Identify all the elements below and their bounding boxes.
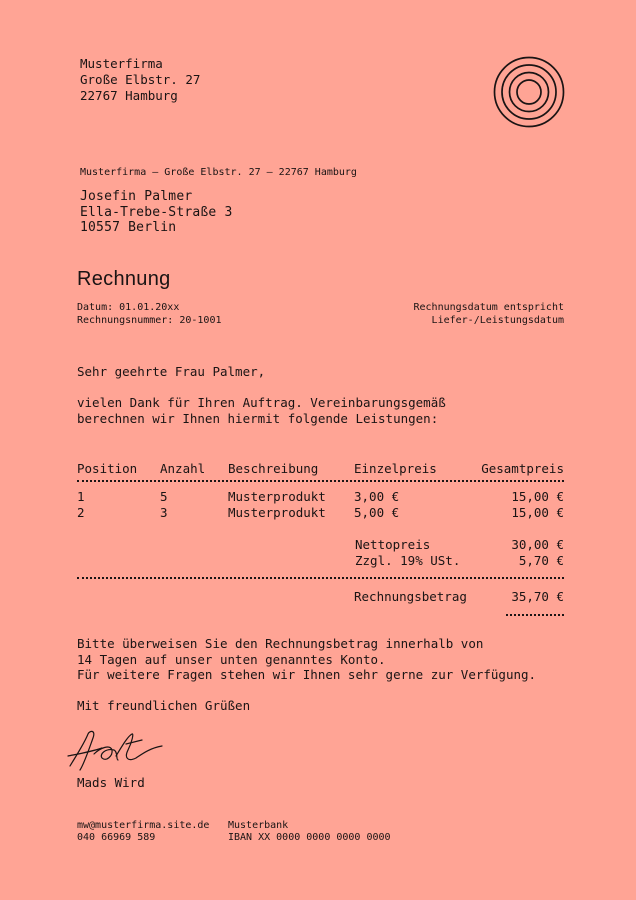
row-2-unit-price: 5,00 € [354,505,400,520]
row-1-position: 1 [77,489,85,504]
sender-company: Musterfirma [80,56,163,71]
net-price-label: Nettopreis [355,537,431,552]
date-note-line-2: Liefer-/Leistungsdatum [431,315,564,326]
row-1-unit-price: 3,00 € [354,489,400,504]
closing-paragraph [77,636,536,683]
footer-contact [77,820,209,844]
recipient-name: Josefin Palmer [80,189,193,204]
vat-value: 5,70 € [518,553,564,568]
closing-line-2: 14 Tagen auf unser unten genanntes Konto. [77,651,386,667]
closing-line-3: Für weitere Fragen stehen wir Ihnen sehr gerne zur Verfügung. [77,667,537,682]
footer-phone: 040 66969 589 [77,832,156,843]
invoice-date: Datum: 01.01.20xx [77,302,180,313]
intro-line-2: berechnen wir Ihnen hiermit folgende Leistungen: [77,410,439,426]
intro-paragraph [77,395,446,426]
recipient-street: Ella-Trebe-Straße 3 [80,204,233,220]
sender-city: 22767 Hamburg [80,88,178,103]
header-position: Position [77,461,138,476]
row-1-total: 15,00 € [511,489,564,504]
return-address-line: Musterfirma – Große Elbstr. 27 – 22767 Hamburg [80,167,357,178]
invoice-date-note [413,301,564,327]
row-1-quantity: 5 [160,489,168,504]
header-description: Beschreibung [228,461,319,476]
footer-email: mw@musterfirma.site.de [77,820,210,831]
signer-name: Mads Wird [77,775,145,790]
salutation: Sehr geehrte Frau Palmer, [77,364,266,379]
recipient-address [80,189,233,236]
footer-iban: IBAN XX 0000 0000 0000 0000 [228,832,391,843]
invoice-meta [77,301,222,327]
net-price-value: 30,00 € [511,537,564,552]
footer-bank-name: Musterbank [228,820,289,831]
document-title: Rechnung [77,268,171,290]
regards: Mit freundlichen Grüßen [77,698,251,713]
handwritten-signature [66,726,166,774]
sender-street: Große Elbstr. 27 [80,72,201,87]
invoice-number: Rechnungsnummer: 20-1001 [77,315,222,326]
row-2-description: Musterprodukt [228,505,326,520]
grand-total-label: Rechnungsbetrag [354,589,467,604]
recipient-city: 10557 Berlin [80,220,177,235]
table-header-divider [77,480,564,482]
row-1-description: Musterprodukt [228,489,326,504]
row-2-total: 15,00 € [511,505,564,520]
totals-divider [77,577,564,579]
grand-total-value: 35,70 € [511,589,564,604]
concentric-circles-icon [493,56,565,128]
closing-line-1: Bitte überweisen Sie den Rechnungsbetrag innerhalb von [77,636,484,651]
header-total: Gesamtpreis [481,461,564,476]
sender-address [80,56,200,104]
row-2-position: 2 [77,505,85,520]
grand-total-underline [506,614,564,616]
footer-bank [228,820,391,844]
header-quantity: Anzahl [160,461,206,476]
intro-line-1: vielen Dank für Ihren Auftrag. Vereinbarungsgemäß [77,395,446,410]
row-2-quantity: 3 [160,505,168,520]
vat-label: Zzgl. 19% USt. [355,553,461,568]
header-unit-price: Einzelpreis [354,461,437,476]
date-note-line-1: Rechnungsdatum entspricht [413,302,564,313]
